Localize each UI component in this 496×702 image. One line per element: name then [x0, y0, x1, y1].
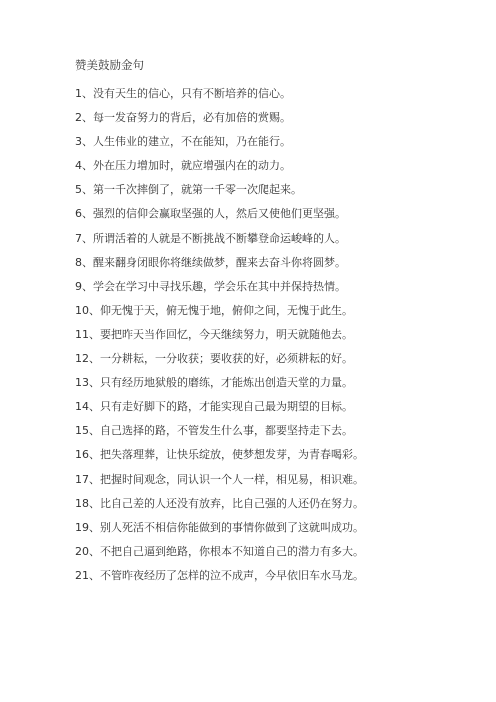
list-item: 6、强烈的信仰会赢取坚强的人，然后又使他们更坚强。	[75, 207, 346, 221]
list-item: 3、人生伟业的建立，不在能知，乃在能行。	[75, 135, 291, 149]
list-item: 20、不把自己逼到绝路，你根本不知道自己的潜力有多大。	[75, 544, 364, 558]
list-item: 1、没有天生的信心，只有不断培养的信心。	[75, 87, 291, 100]
list-item: 7、所谓活着的人就是不断挑战不断攀登命运峻峰的人。	[75, 231, 346, 245]
list-item: 17、把握时间观念，同认识一个人一样，相见易，相识难。	[75, 472, 364, 486]
list-item: 19、别人死活不相信你能做到的事情你做到了这就叫成功。	[75, 520, 364, 534]
list-item: 4、外在压力增加时，就应增强内在的动力。	[75, 159, 291, 173]
list-item: 18、比自己差的人还没有放弃，比自己强的人还仍在努力。	[75, 496, 364, 510]
list-item: 13、只有经历地狱般的磨练，才能炼出创造天堂的力量。	[75, 376, 353, 390]
list-item: 11、要把昨天当作回忆，今天继续努力，明天就随他去。	[75, 327, 353, 341]
list-item: 10、仰无愧于天，俯无愧于地，俯仰之间，无愧于此生。	[75, 303, 353, 317]
quote-list	[75, 86, 364, 592]
list-item: 8、醒来翻身闭眼你将继续做梦，醒来去奋斗你将圆梦。	[75, 255, 346, 269]
list-item: 21、不管昨夜经历了怎样的泣不成声，今早依旧车水马龙。	[75, 568, 364, 582]
list-item: 2、每一发奋努力的背后，必有加倍的赏赐。	[75, 111, 291, 125]
list-item: 9、学会在学习中寻找乐趣，学会乐在其中并保持热情。	[75, 279, 346, 293]
list-item: 15、自己选择的路，不管发生什么事，都要坚持走下去。	[75, 424, 353, 438]
list-item: 5、第一千次摔倒了，就第一千零一次爬起来。	[75, 183, 302, 197]
list-item: 16、把失落理葬，让快乐绽放，使梦想发芽，为青春喝彩。	[75, 448, 364, 462]
list-item: 14、只有走好脚下的路，才能实现自己最为期望的目标。	[75, 400, 353, 414]
document-title: 赞美鼓励金句	[75, 58, 144, 72]
list-item: 12、一分耕耘，一分收获；要收获的好，必须耕耘的好。	[75, 352, 353, 366]
